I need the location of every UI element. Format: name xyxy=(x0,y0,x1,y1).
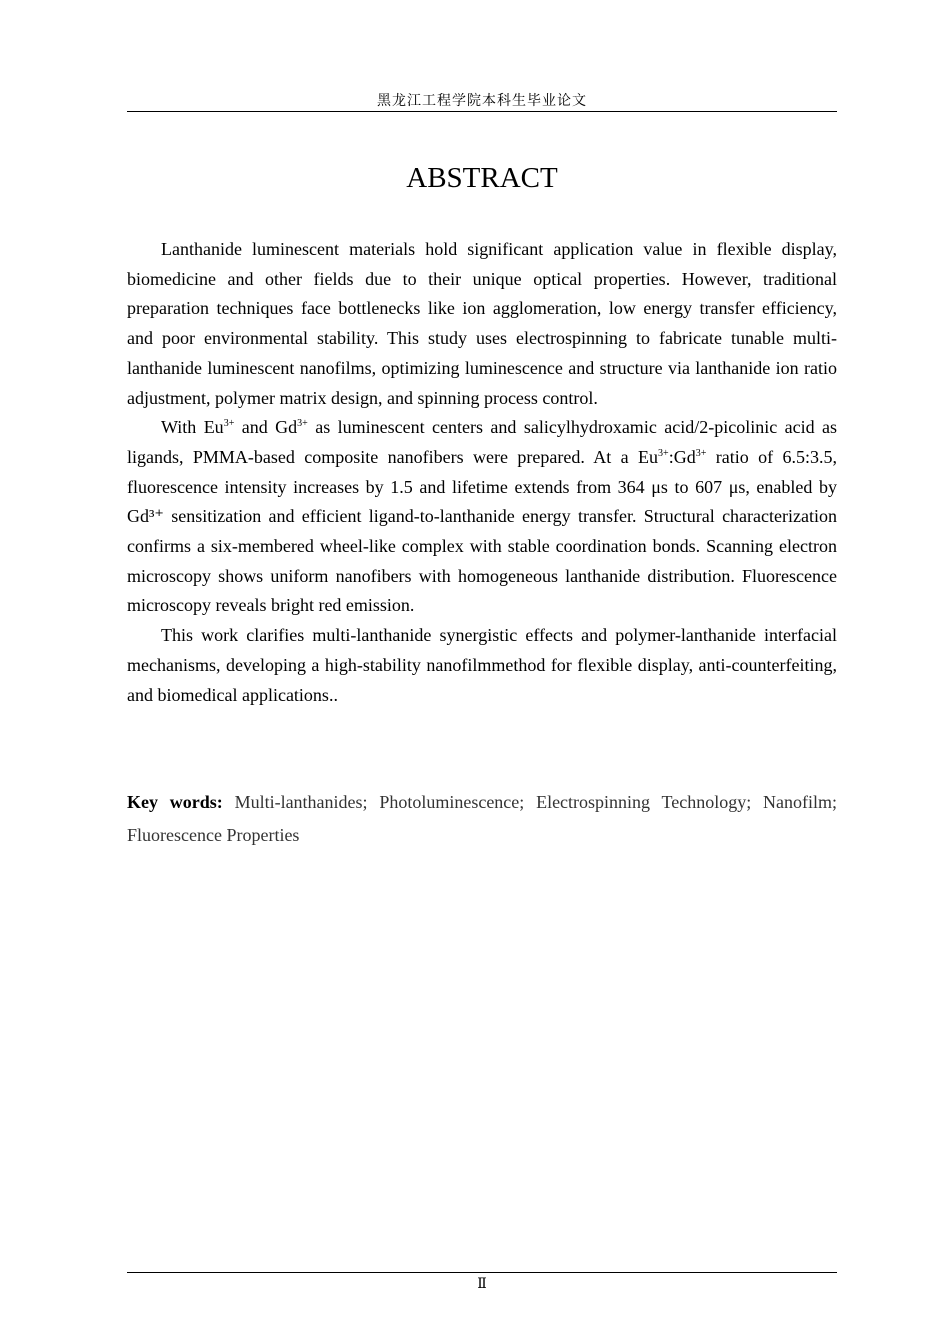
p2-text-5: ratio of 6.5:3.5, fluorescence intensity increases by 1.5 and lifetime extends from 364 μs to 607 μs, enabled by Gd³⁺ sensitization and efficient ligand-to-lanthanide energy transfer. Structural characterization confirms a six-membered wheel-like complex with stable coordination bonds. Scanning electron microscopy shows uniform nanofibers with homogeneous lanthanide distribution. Fluorescence microscopy reveals bright red emission. xyxy=(127,446,837,616)
abstract-title: ABSTRACT xyxy=(406,162,558,194)
footer-rule xyxy=(127,1272,837,1273)
abstract-paragraph-2 xyxy=(127,413,837,621)
keywords-text: Multi-lanthanides; Photoluminescence; Electrospinning Technology; Nanofilm; Fluorescence Properties xyxy=(127,792,837,845)
keywords-label: Key words: xyxy=(127,792,223,812)
abstract-paragraph-1: Lanthanide luminescent materials hold significant application value in flexible display, biomedicine and other fields due to their unique optical properties. However, traditional preparation techniques face bottlenecks like ion agglomeration, low energy transfer efficiency, and poor environmental stability. This study uses electrospinning to fabricate tunable multi-lanthanide luminescent nanofilms, optimizing luminescence and structure via lanthanide ion ratio adjustment, polymer matrix design, and spinning process control. xyxy=(127,239,837,408)
p2-text-3: as luminescent centers and salicylhydroxamic acid/2-picolinic acid as ligands, PMMA-based composite nanofibers were prepared. At a Eu xyxy=(127,417,837,467)
p2-text-4: :Gd xyxy=(668,446,696,467)
keywords xyxy=(127,786,837,852)
p2-text-2: and Gd xyxy=(234,417,298,438)
p2-superscript-1: 3+ xyxy=(223,418,235,430)
abstract-paragraph-3: This work clarifies multi-lanthanide synergistic effects and polymer-lanthanide interfacial mechanisms, developing a high-stability nanofilmmethod for flexible display, anti-counterfeiting, and biomedical applications.. xyxy=(127,625,837,705)
page-header: 黑龙江工程学院本科生毕业论文 xyxy=(377,93,587,109)
p2-superscript-2: 3+ xyxy=(297,418,308,430)
abstract-body xyxy=(127,235,837,710)
p2-superscript-3: 3+ xyxy=(658,447,669,459)
p2-superscript-4: 3+ xyxy=(695,447,707,459)
page-number: Ⅱ xyxy=(477,1277,487,1292)
p2-text-1: With Eu xyxy=(161,417,224,438)
header-rule xyxy=(127,111,837,112)
